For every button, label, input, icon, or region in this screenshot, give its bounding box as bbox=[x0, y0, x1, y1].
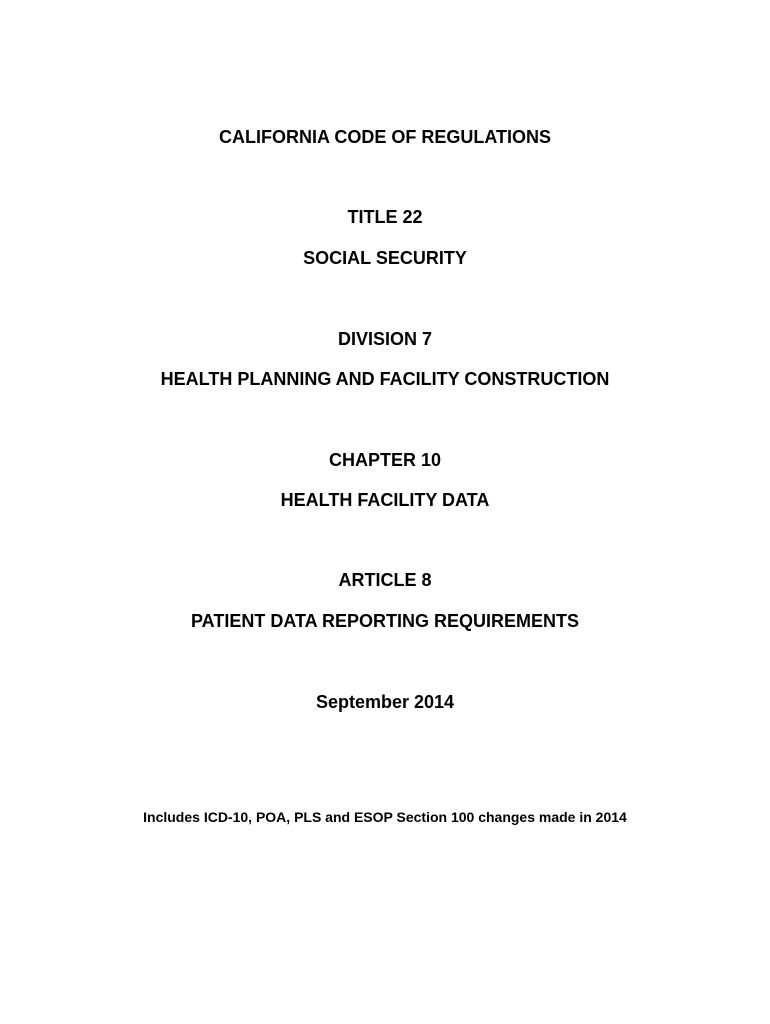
article-number: ARTICLE 8 bbox=[338, 570, 432, 590]
publication-date: September 2014 bbox=[315, 692, 455, 712]
division-number: DIVISION 7 bbox=[337, 329, 433, 349]
title-name: SOCIAL SECURITY bbox=[303, 248, 467, 268]
changes-note: Includes ICD-10, POA, PLS and ESOP Section 100 changes made in 2014 bbox=[143, 809, 627, 825]
article-name: PATIENT DATA REPORTING REQUIREMENTS bbox=[190, 611, 579, 631]
division-name: HEALTH PLANNING AND FACILITY CONSTRUCTION bbox=[160, 369, 610, 389]
code-heading: CALIFORNIA CODE OF REGULATIONS bbox=[219, 127, 551, 147]
title-number: TITLE 22 bbox=[347, 207, 423, 227]
chapter-name: HEALTH FACILITY DATA bbox=[280, 490, 490, 510]
chapter-number: CHAPTER 10 bbox=[328, 450, 442, 470]
